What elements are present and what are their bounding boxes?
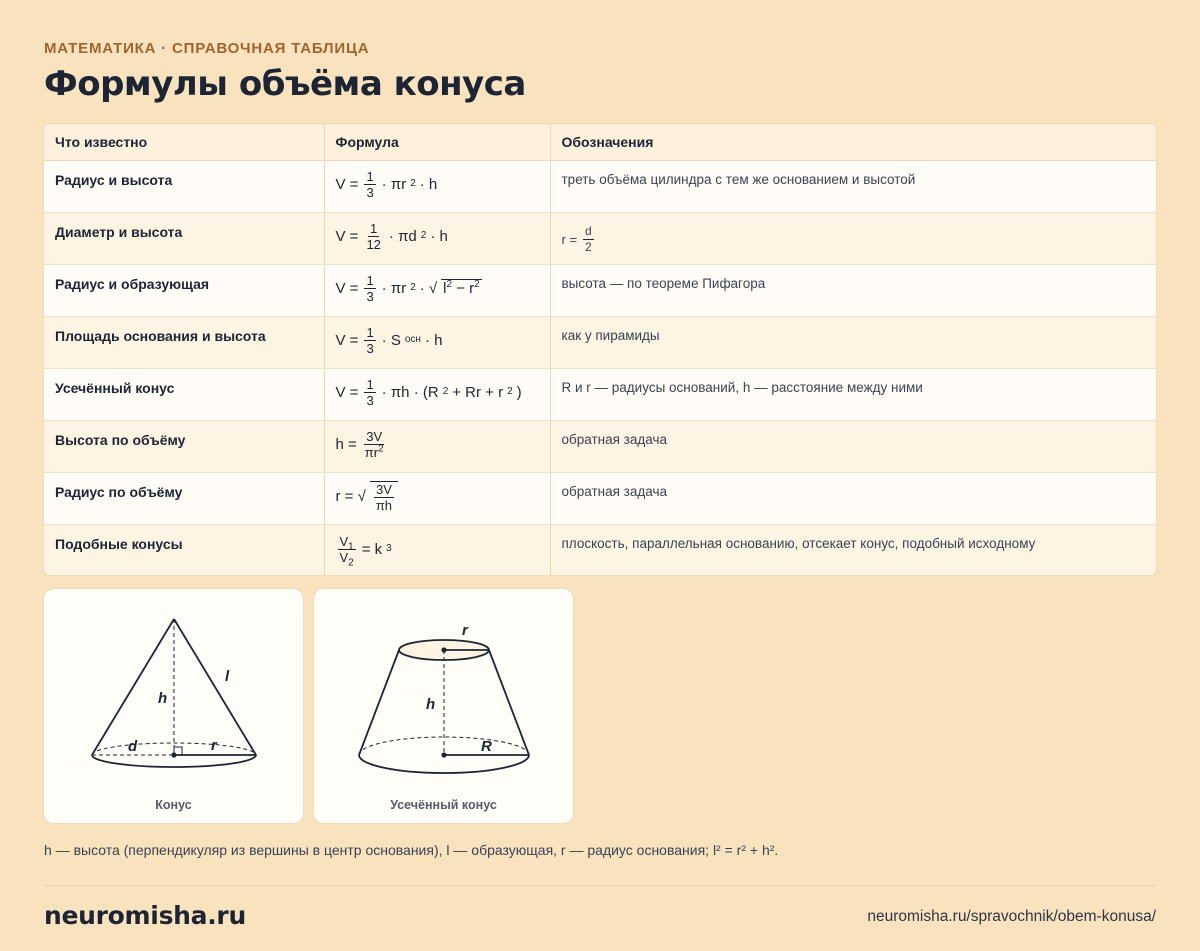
- row-known: Радиус и высота: [44, 160, 324, 212]
- row-note: как у пирамиды: [550, 316, 1156, 368]
- table-row: [44, 212, 1156, 264]
- row-formula: V = $\frac{1}{3}$ · S осн · h: [324, 316, 550, 368]
- frustum-caption: Усечённый конус: [390, 798, 497, 812]
- page-url-link[interactable]: neuromisha.ru/spravochnik/obem-konusa/: [867, 908, 1156, 925]
- cone-figure-card: [44, 589, 303, 823]
- footer-divider: [44, 885, 1156, 886]
- footnote: h — высота (перпендикуляр из вершины в центр основания), l — образующая, r — радиус основания; l² = r² + h².: [44, 842, 779, 858]
- label-d: d: [128, 738, 138, 755]
- frustum-figure-card: [314, 589, 573, 823]
- row-formula: $\frac{V_1}{V_2}$ = k 3: [324, 524, 550, 575]
- column-header-formula: Формула: [324, 124, 550, 160]
- cone-diagram: [44, 589, 303, 823]
- row-known: Высота по объёму: [44, 420, 324, 472]
- column-header-known: Что известно: [44, 124, 324, 160]
- row-known: Площадь основания и высота: [44, 316, 324, 368]
- table-row: [44, 316, 1156, 368]
- table-row: [44, 264, 1156, 316]
- table-row: [44, 420, 1156, 472]
- brand-logo[interactable]: neuromisha.ru: [44, 901, 246, 930]
- label-h-frustum: h: [426, 696, 436, 713]
- row-known: Усечённый конус: [44, 368, 324, 420]
- row-known: Радиус по объёму: [44, 472, 324, 524]
- table-row: [44, 368, 1156, 420]
- label-l: l: [225, 668, 230, 685]
- row-known: Диаметр и высота: [44, 212, 324, 264]
- label-R: R: [481, 738, 492, 755]
- row-formula: r = √ $\frac{3V}{\pi h}$: [324, 472, 550, 524]
- row-formula: V = $\frac{1}{12}$ · πd 2 · h: [324, 212, 550, 264]
- row-note: r = $\frac{d}{2}$: [550, 212, 1156, 264]
- label-h: h: [158, 690, 168, 707]
- column-header-notation: Обозначения: [550, 124, 1156, 160]
- frustum-diagram: [314, 589, 573, 823]
- table-row: [44, 472, 1156, 524]
- row-formula: V = $\frac{1}{3}$ · πr 2 · √ $l^2 - r^2$: [324, 264, 550, 316]
- row-note: R и r — радиусы оснований, h — расстояние между ними: [550, 368, 1156, 420]
- label-r: r: [211, 737, 217, 754]
- row-note: треть объёма цилиндра с тем же основанием и высотой: [550, 160, 1156, 212]
- row-note: плоскость, параллельная основанию, отсекает конус, подобный исходному: [550, 524, 1156, 575]
- row-known: Подобные конусы: [44, 524, 324, 575]
- row-known: Радиус и образующая: [44, 264, 324, 316]
- row-note: высота — по теореме Пифагора: [550, 264, 1156, 316]
- row-note: обратная задача: [550, 472, 1156, 524]
- row-formula: V = $\frac{1}{3}$ · πh · (R 2 + Rr + r 2 ): [324, 368, 550, 420]
- cone-caption: Конус: [155, 798, 192, 812]
- page-title: Формулы объёма конуса: [44, 64, 526, 104]
- row-formula: h = $\frac{3V}{\pi r^2}$: [324, 420, 550, 472]
- page-kicker: МАТЕМАТИКА · СПРАВОЧНАЯ ТАБЛИЦА: [44, 40, 370, 57]
- formula-table: [44, 124, 1156, 575]
- label-r-top: r: [462, 622, 468, 639]
- table-header-row: [44, 124, 1156, 160]
- row-formula: V = $\frac{1}{3}$ · πr 2 · h: [324, 160, 550, 212]
- row-note: обратная задача: [550, 420, 1156, 472]
- table-row: [44, 524, 1156, 575]
- table-row: [44, 160, 1156, 212]
